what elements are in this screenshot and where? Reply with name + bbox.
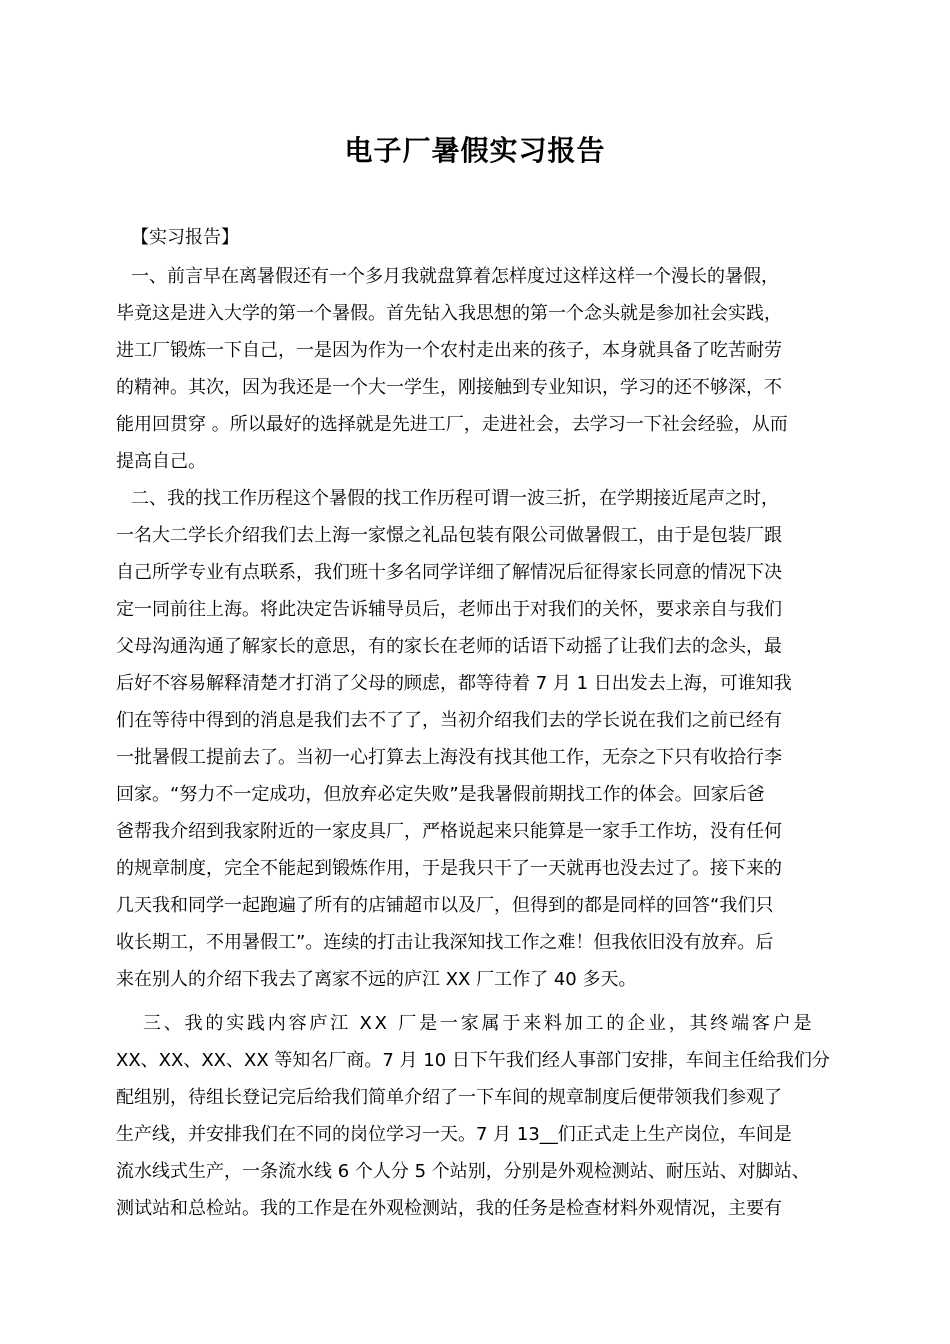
paragraph-line: 爸帮我介绍到我家附近的一家皮具厂，严格说起来只能算是一家手工作坊，没有任何 (116, 821, 782, 842)
paragraph-line: 自己所学专业有点联系，我们班十多名同学详细了解情况后征得家长同意的情况下决 (116, 562, 782, 583)
paragraph-line: 几天我和同学一起跑遍了所有的店铺超市以及厂，但得到的都是同样的回答“我们只 (116, 895, 774, 916)
paragraph-line: 流水线式生产，一条流水线 6 个人分 5 个站别，分别是外观检测站、耐压站、对脚站、 (116, 1161, 810, 1182)
paragraph-line: 回家。“努力不一定成功，但放弃必定失败”是我暑假前期找工作的体会。回家后爸 (116, 784, 765, 805)
paragraph-line: 二、我的找工作历程这个暑假的找工作历程可谓一波三折，在学期接近尾声之时， (131, 488, 779, 509)
paragraph-line: 毕竟这是进入大学的第一个暑假。首先钻入我思想的第一个念头就是参加社会实践， (116, 303, 782, 324)
document-title: 电子厂暑假实习报告 (344, 134, 606, 167)
paragraph-line: 后好不容易解释清楚才打消了父母的顾虑，都等待着 7 月 1 日出发去上海，可谁知我 (116, 673, 792, 694)
section-label: 【实习报告】 (131, 227, 239, 248)
paragraph-line: 三、我的实践内容庐江 XX 厂是一家属于来料加工的企业，其终端客户是 (143, 1013, 815, 1034)
paragraph-line: 测试站和总检站。我的工作是在外观检测站，我的任务是检查材料外观情况，主要有 (116, 1198, 782, 1219)
paragraph-line: 的规章制度，完全不能起到锻炼作用，于是我只干了一天就再也没去过了。接下来的 (116, 858, 782, 879)
paragraph-line: 一名大二学长介绍我们去上海一家憬之礼品包装有限公司做暑假工，由于是包装厂跟 (116, 525, 782, 546)
paragraph-line: 的精神。其次，因为我还是一个大一学生，刚接触到专业知识，学习的还不够深，不 (116, 377, 782, 398)
paragraph-line: 能用回贯穿 。所以最好的选择就是先进工厂，走进社会，去学习一下社会经验，从而 (116, 414, 788, 435)
paragraph-line: 一、前言早在离暑假还有一个多月我就盘算着怎样度过这样这样一个漫长的暑假， (131, 266, 779, 287)
paragraph-line: 收长期工，不用暑假工”。连续的打击让我深知找工作之难！但我依旧没有放弃。后 (116, 932, 774, 953)
paragraph-line: 们在等待中得到的消息是我们去不了了，当初介绍我们去的学长说在我们之前已经有 (116, 710, 782, 731)
paragraph-line: XX、XX、XX、XX 等知名厂商。7 月 10 日下午我们经人事部门安排，车间主任给我们分 (116, 1050, 830, 1071)
paragraph-line: 定一同前往上海。将此决定告诉辅导员后，老师出于对我们的关怀，要求亲自与我们 (116, 599, 782, 620)
paragraph-line: 生产线，并安排我们在不同的岗位学习一天。7 月 13__们正式走上生产岗位，车间是 (116, 1124, 792, 1145)
paragraph-line: 配组别，待组长登记完后给我们简单介绍了一下车间的规章制度后便带领我们参观了 (116, 1087, 782, 1108)
paragraph-line: 进工厂锻炼一下自己，一是因为作为一个农村走出来的孩子，本身就具备了吃苦耐劳 (116, 340, 782, 361)
paragraph-line: 父母沟通沟通了解家长的意思，有的家长在老师的话语下动摇了让我们去的念头，最 (116, 636, 782, 657)
paragraph-line: 来在别人的介绍下我去了离家不远的庐江 XX 厂工作了 40 多天。 (116, 969, 637, 990)
paragraph-line: 一批暑假工提前去了。当初一心打算去上海没有找其他工作，无奈之下只有收拾行李 (116, 747, 782, 768)
paragraph-line: 提高自己。 (116, 451, 206, 472)
